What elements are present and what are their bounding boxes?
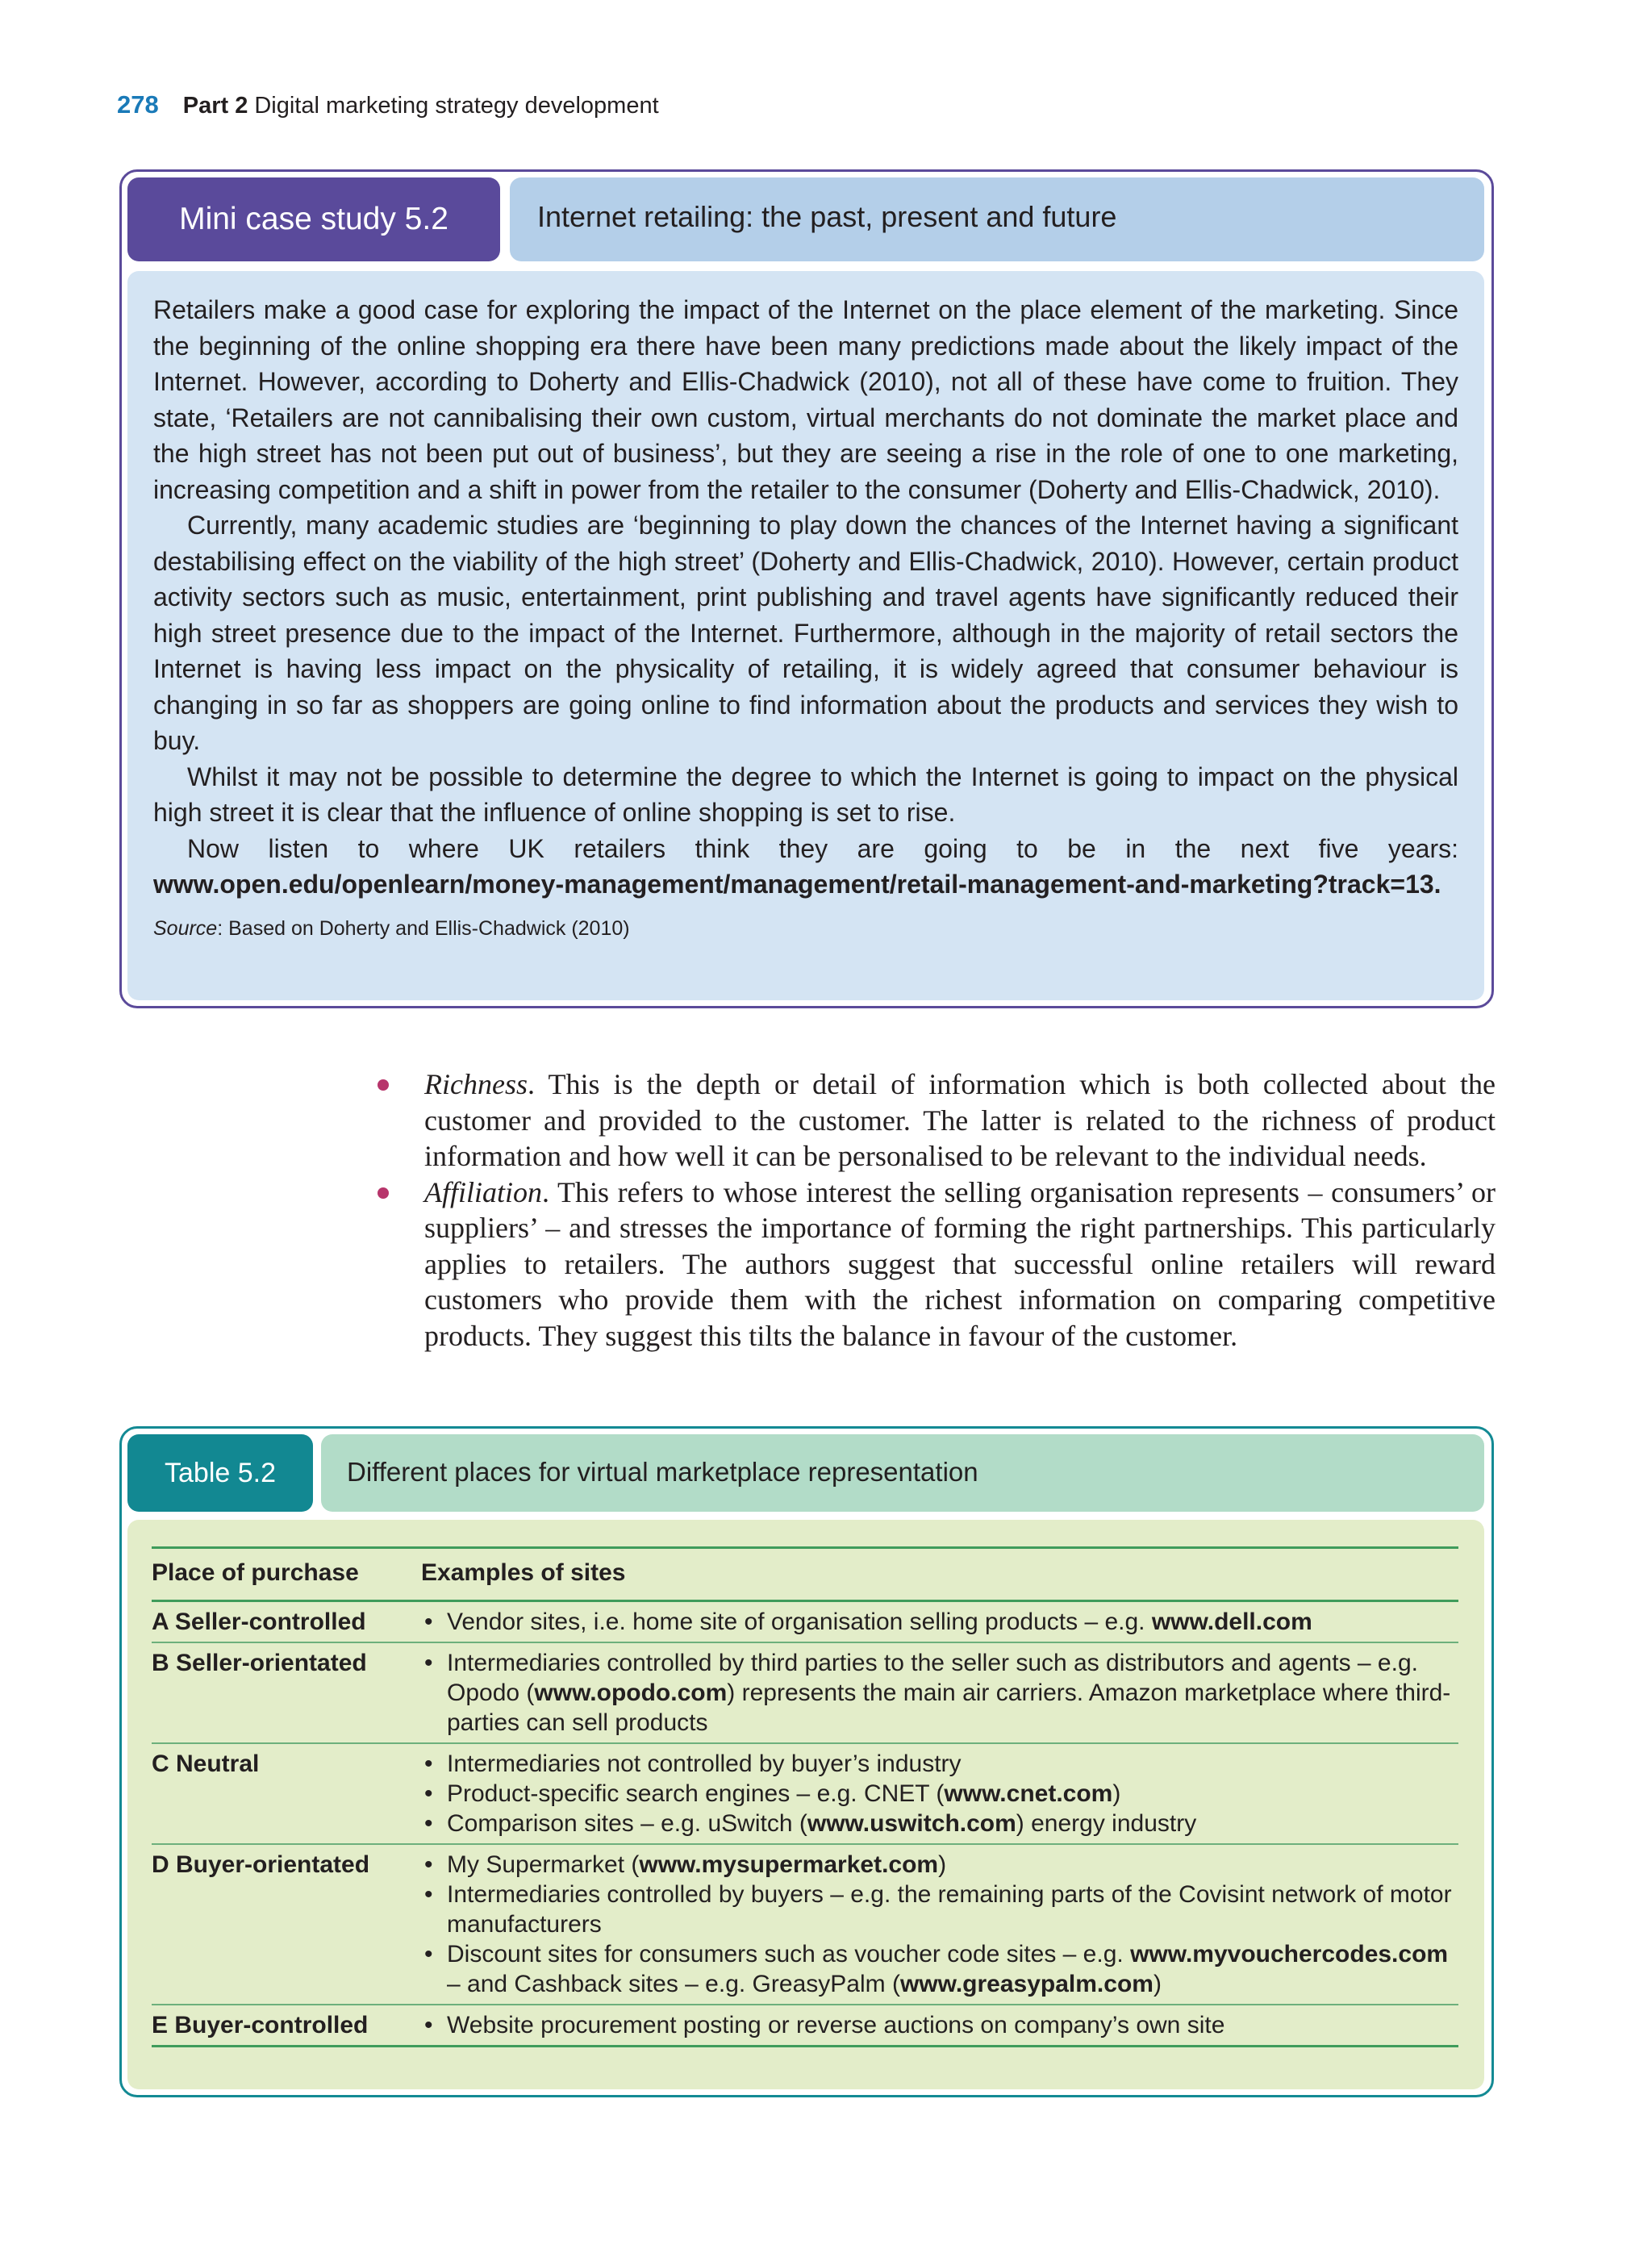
bullet-dot-icon — [378, 1187, 389, 1199]
example-item: • Product-specific search engines – e.g. CNET (www.cnet.com) — [421, 1779, 1458, 1809]
example-item: • Intermediaries controlled by buyers – e.g. the remaining parts of the Covisint network of motor manufacturers — [421, 1880, 1458, 1939]
place-cell: A Seller-controlled — [152, 1609, 366, 1635]
table-row — [152, 2005, 1458, 2047]
mini-case-body — [127, 271, 1484, 1000]
place-cell: D Buyer-orientated — [152, 1851, 370, 1878]
site-url[interactable]: www.opodo.com — [534, 1680, 728, 1706]
example-item: • Comparison sites – e.g. uSwitch (www.uswitch.com) energy industry — [421, 1809, 1458, 1838]
listen-text: Now listen to where UK retailers think they are going to be in the next five years: — [187, 833, 1458, 863]
case-paragraph: Retailers make a good case for exploring the impact of the Internet on the place element of the marketing. Since the beginning of the online shopping era there have been many predictions made about the likely impact of the Internet. However, according to Doherty and Ellis-Chadwick (2010), not all of these have come to fruition. They state, ‘Retailers are not cannibalising their own custom, virtual merchants do not dominate the market place and the high street has not been put out of business’, but they are seeing a rise in the role of one to one marketing, increasing competition and a shift in power from the retailer to the consumer (Doherty and Ellis-Chadwick, 2010). — [153, 295, 1458, 504]
examples-cell — [421, 2005, 1458, 2047]
table-row — [152, 1642, 1458, 1743]
example-item: • Intermediaries controlled by third parties to the seller such as distributors and agents – e.g. Opodo (www.opodo.com) represents the main air carriers. Amazon marketplace where third-parties can sell products — [421, 1648, 1458, 1738]
bullet-list — [373, 1066, 1496, 1354]
site-url[interactable]: www.cnet.com — [944, 1780, 1113, 1807]
bullet-term: Affiliation — [424, 1175, 543, 1208]
bullet-text: . This refers to whose interest the selling organisation represents – consumers’ or suppliers’ – and stresses the importance of forming the right partnerships. This particularly applies to retailers. The authors suggest that successful online retailers will reward customers who provide them with the richest information on comparing competitive products. They suggest this tilts the balance in favour of the customer. — [424, 1175, 1496, 1352]
source-label: Source — [153, 916, 218, 940]
table-row — [152, 1743, 1458, 1844]
page-number: 278 — [117, 90, 159, 119]
example-item: • Vendor sites, i.e. home site of organisation selling products – e.g. www.dell.com — [421, 1607, 1458, 1637]
col-header-examples: Examples of sites — [421, 1559, 626, 1586]
table-row — [152, 1844, 1458, 2005]
bullet-dot-icon — [378, 1079, 389, 1091]
bullet-text: . This is the depth or detail of information which is both collected about the customer and provided to the customer. The latter is related to the richness of product information and how well it can be personalised to be relevant to the individual needs. — [424, 1068, 1496, 1172]
example-item: • Intermediaries not controlled by buyer’s industry — [421, 1749, 1458, 1779]
col-header-place: Place of purchase — [152, 1559, 359, 1586]
table-row — [152, 1601, 1458, 1643]
source-text: : Based on Doherty and Ellis-Chadwick (2010) — [217, 916, 630, 940]
bullet-term: Richness — [424, 1068, 528, 1100]
example-item: • My Supermarket (www.mysupermarket.com) — [421, 1850, 1458, 1880]
examples-cell — [421, 1743, 1458, 1844]
case-paragraph: Whilst it may not be possible to determine the degree to which the Internet is going to impact on the physical high street it is clear that the influence of online shopping is set to rise. — [153, 762, 1458, 827]
mini-case-label: Mini case study 5.2 — [127, 177, 500, 261]
listen-url[interactable]: www.open.edu/openlearn/money-management/management/retail-management-and-marketing?track=13. — [153, 870, 1441, 899]
table-label: Table 5.2 — [127, 1434, 313, 1512]
examples-cell — [421, 1642, 1458, 1743]
site-url[interactable]: www.greasypalm.com — [899, 1971, 1153, 1997]
bullet-item — [373, 1175, 1496, 1354]
place-cell: C Neutral — [152, 1751, 260, 1777]
example-item: • Discount sites for consumers such as voucher code sites – e.g. www.myvouchercodes.com – and Cashback sites – e.g. GreasyPalm (www.greasypalm.com) — [421, 1939, 1458, 1999]
place-cell: E Buyer-controlled — [152, 2012, 369, 2038]
places-table — [152, 1546, 1458, 2047]
site-url[interactable]: www.uswitch.com — [807, 1810, 1016, 1837]
running-header — [117, 90, 659, 119]
site-url[interactable]: www.mysupermarket.com — [639, 1851, 939, 1878]
mini-case-title: Internet retailing: the past, present and future — [510, 177, 1484, 261]
table-title: Different places for virtual marketplace representation — [321, 1434, 1484, 1512]
part-label: Part 2 — [182, 93, 248, 119]
case-paragraph: Currently, many academic studies are ‘beginning to play down the chances of the Internet having a significant destabilising effect on the viability of the high street’ (Doherty and Ellis-Chadwick, 2010). However, certain product activity sectors such as music, entertainment, print publishing and travel agents have significantly reduced their high street presence due to the impact of the Internet. Furthermore, although in the majority of retail sectors the Internet is having less impact on the physicality of retailing, it is widely agreed that consumer behaviour is changing in so far as shoppers are going online to find information about the products and services they wish to buy. — [153, 511, 1458, 755]
examples-cell — [421, 1844, 1458, 2005]
section-title: Digital marketing strategy development — [254, 93, 659, 119]
table-header-row — [152, 1548, 1458, 1601]
example-item: • Website procurement posting or reverse auctions on company’s own site — [421, 2010, 1458, 2040]
site-url[interactable]: www.dell.com — [1151, 1609, 1312, 1635]
case-listen-paragraph — [153, 831, 1458, 903]
bullet-item — [373, 1066, 1496, 1175]
examples-cell — [421, 1601, 1458, 1643]
site-url[interactable]: www.myvouchercodes.com — [1130, 1941, 1449, 1968]
place-cell: B Seller-orientated — [152, 1650, 367, 1676]
case-source — [153, 912, 1458, 945]
